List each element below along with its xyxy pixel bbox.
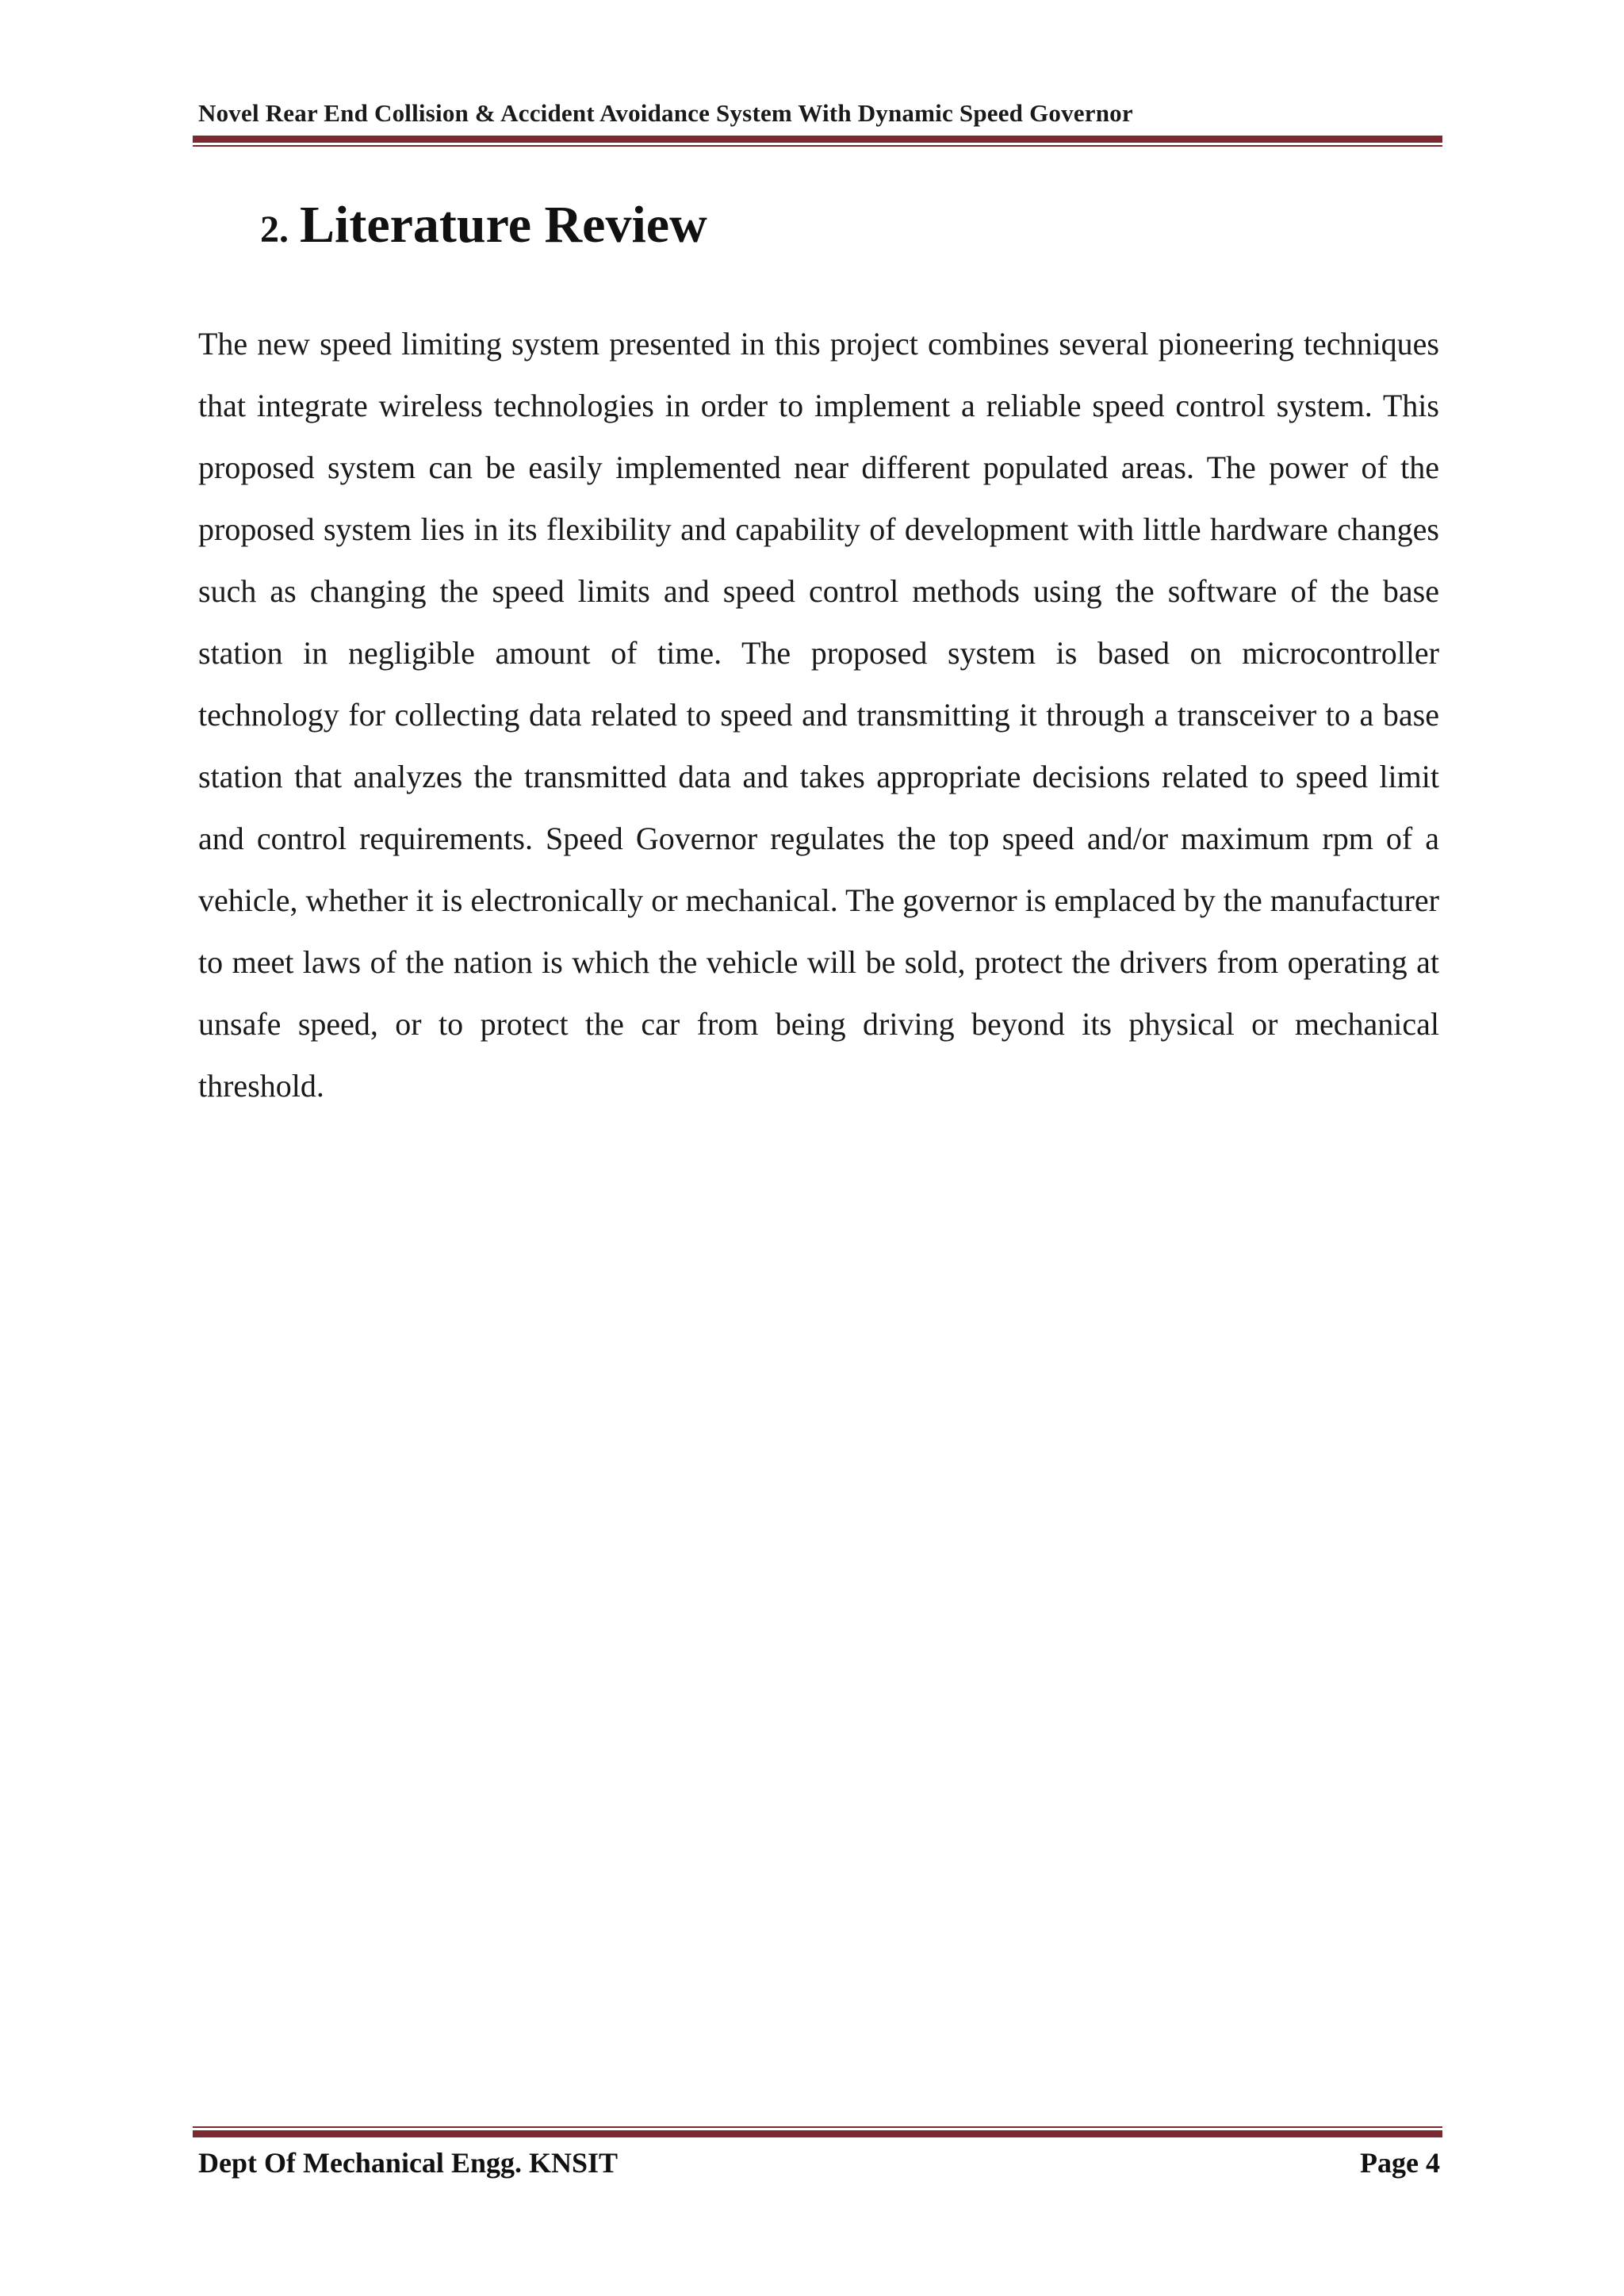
footer-rule-thick [193, 2130, 1442, 2137]
header-rule-thick [193, 136, 1442, 143]
header-rule [193, 136, 1442, 147]
running-header-title: Novel Rear End Collision & Accident Avoidance System With Dynamic Speed Governor [198, 99, 1133, 127]
footer-page-number: Page 4 [1360, 2147, 1440, 2179]
body-paragraph: The new speed limiting system presented in this project combines several pioneering techniques that integrate wireless technologies in order to implement a reliable speed control system. This proposed system can be easily implemented near different populated areas. The power of the proposed system lies in its flexibility and capability of development with little hardware changes such as changing the speed limits and speed control methods using the software of the base station in negligible amount of time. The proposed system is based on microcontroller technology for collecting data related to speed and transmitting it through a transceiver to a base station that analyzes the transmitted data and takes appropriate decisions related to speed limit and control requirements. Speed Governor regulates the top speed and/or maximum rpm of a vehicle, whether it is electronically or mechanical. The governor is emplaced by the manufacturer to meet laws of the nation is which the vehicle will be sold, protect the drivers from operating at unsafe speed, or to protect the car from being driving beyond its physical or mechanical threshold. [198, 326, 1439, 1104]
section-heading [260, 195, 707, 255]
footer-rule [193, 2126, 1442, 2137]
section-title: Literature Review [300, 196, 707, 254]
footer-department: Dept Of Mechanical Engg. KNSIT [198, 2147, 619, 2179]
header-rule-thin [193, 145, 1442, 147]
section-number: 2. [260, 209, 289, 251]
